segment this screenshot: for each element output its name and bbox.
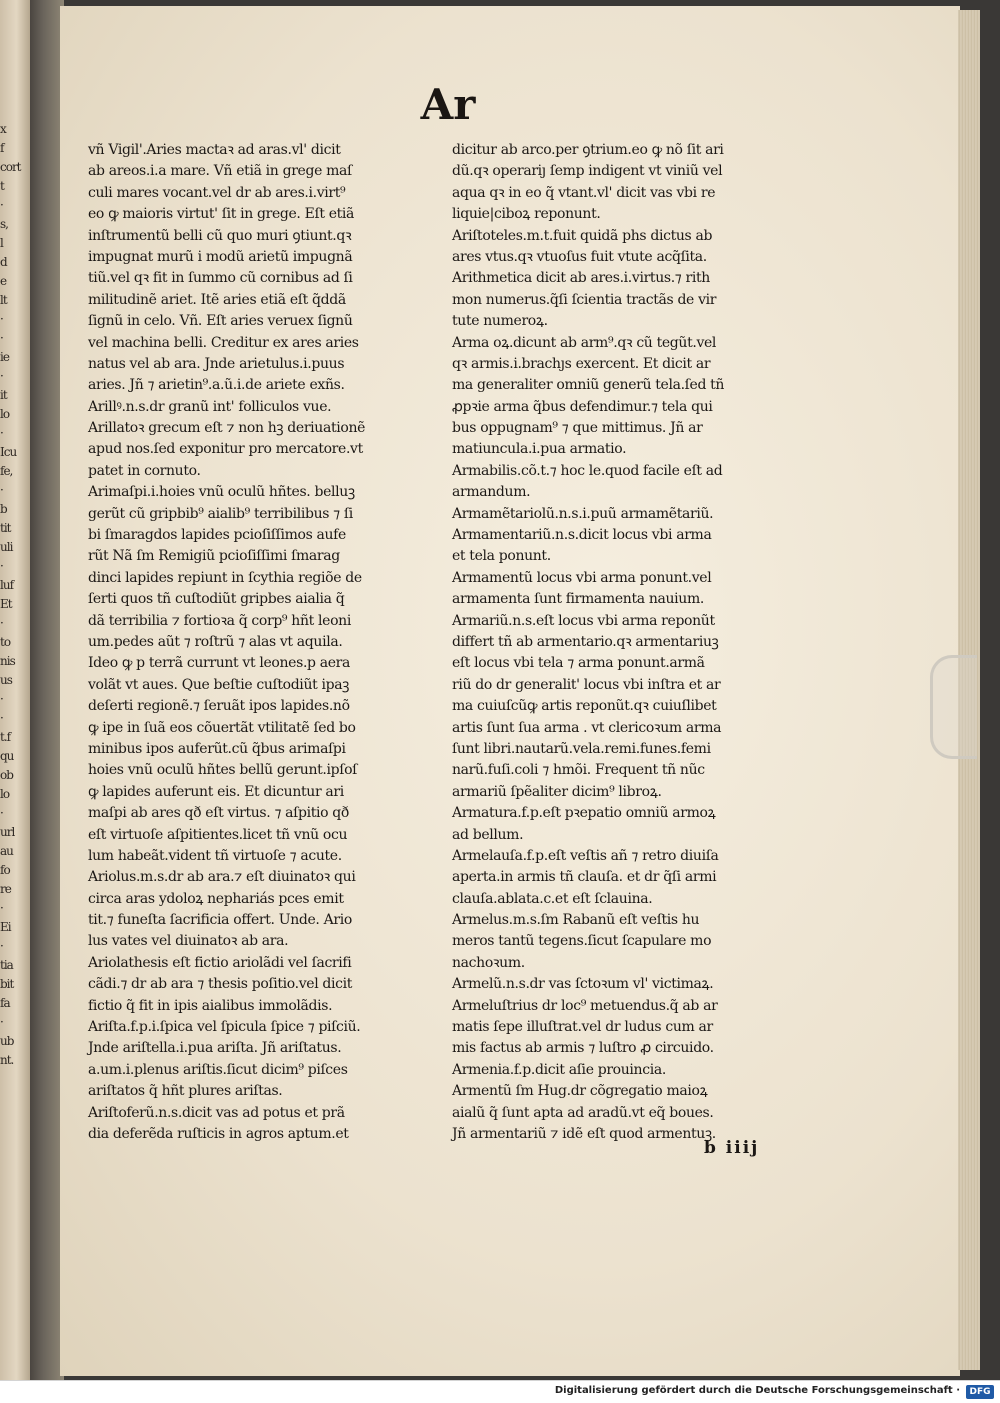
text-line: dicitur ab arco.per ꝯtrium.eo ꝙ nõ ſit ari — [452, 142, 724, 158]
funding-credit: Digitalisierung gefördert durch die Deutsche Forschungsgemeinschaft · — [554, 1385, 960, 1396]
text-line: ſerti quos tñ cuſtodiũt gripbes aialia q̃ — [88, 591, 345, 608]
text-line: artis ſunt ſua arma . vt clericoꝛum arma — [452, 719, 722, 736]
text-line: armariũ ſpẽaliter dicim⁹ libroꝝ. — [452, 783, 662, 800]
text-line: narũ.fuſi.coli ⁊ hmõi. Frequent tñ nũc — [452, 762, 705, 779]
text-line: armandum. — [452, 484, 531, 501]
text-line: volãt vt aues. Que beſtie cuſtodiũt ipaꝫ — [88, 676, 350, 693]
page-clip — [930, 655, 977, 759]
text-line: tit.⁊ funeſta ſacrificia offert. Unde. Ario — [88, 912, 352, 929]
text-line: cãdi.⁊ dr ab ara ⁊ thesis poſitio.vel dicit — [88, 976, 353, 993]
text-line: inſtrumentũ belli cũ quo muri ꝯtiunt.qꝛ — [88, 227, 352, 244]
text-line: patet in cornuto. — [88, 462, 201, 479]
text-line: ma generaliter omniũ generũ tela.ſed tñ — [452, 377, 725, 394]
text-line: meros tantũ tegens.ſicut ſcapulare mo — [452, 933, 712, 950]
text-line: eſt virtuoſe aſpitientes.licet tñ vnũ ocu — [88, 826, 348, 843]
text-line: Armabilis.cõ.t.⁊ hoc le.quod facile eſt ad — [452, 462, 723, 479]
text-line: Ariolathesis eſt fictio ariolãdi vel ſacrifi — [88, 954, 352, 971]
text-line: Jñ armentariũ ⁊ idẽ eſt quod armentuꝫ. — [452, 1125, 716, 1142]
text-line: um.pedes aũt ⁊ roſtrũ ⁊ alas vt aquila. — [88, 633, 343, 650]
text-line: dinci lapides repiunt in ſcythia regiõe de — [88, 569, 362, 586]
text-line: tute numeroꝝ. — [452, 313, 548, 330]
text-line: clauſa.ablata.c.et eſt ſclauina. — [452, 890, 653, 907]
text-line: Arillatoꝛ grecum eſt ⁊ non hꝫ deriuationẽ — [88, 420, 366, 437]
running-head: Ar — [420, 80, 476, 129]
right-text-column — [452, 140, 807, 1145]
text-line: ꝓpꝛie arma q̃bus defendimur.⁊ tela qui — [452, 398, 713, 415]
text-line: militudinẽ ariet. Itẽ aries etiã eſt q̃ddã — [88, 291, 346, 308]
text-line: dia deferẽda ruſticis in agros aptum.et — [88, 1125, 349, 1142]
text-line: differt tñ ab armentario.qꝛ armentariuꝫ — [452, 633, 719, 650]
text-line: Armamẽtariolũ.n.s.i.puũ armamẽtariũ. — [452, 505, 714, 522]
text-line: Arillꝰ.n.s.dr granũ int' folliculos vue. — [88, 398, 332, 415]
text-line: Armamentariũ.n.s.dicit locus vbi arma — [452, 527, 712, 544]
text-line: mon numerus.q̃ſi ſcientia tractãs de vir — [452, 291, 717, 308]
text-line: nachoꝛum. — [452, 954, 525, 971]
text-line: vel machina belli. Creditur ex ares aries — [88, 334, 359, 351]
facing-page-margin-text: x f cort t · s, l d e lt · · ie · it lo · Icu fe, · b tit uli · luf Et · to nis us · · t.f qu ob lo · url au fo re · Ei · tia bit fa · ub nt. — [0, 122, 21, 1067]
text-line: Armelauſa.f.p.eſt veſtis añ ⁊ retro diuiſa — [452, 847, 719, 864]
text-line: lum habeãt.vident tñ virtuoſe ⁊ acute. — [88, 847, 342, 864]
text-line: ariſtatos q̃ hñt plures ariſtas. — [88, 1083, 283, 1100]
text-line: lus vates vel diuinatoꝛ ab ara. — [88, 933, 289, 950]
book-gutter — [30, 0, 64, 1380]
text-line: Armelus.m.s.ſm Rabanũ eſt veſtis hu — [452, 912, 700, 929]
text-line: ab areos.i.a mare. Vñ etiã in grege maſ — [88, 163, 352, 180]
text-line: liquie|ciboꝝ reponunt. — [452, 206, 601, 223]
text-line: a.um.i.plenus ariſtis.ſicut dicim⁹ piſces — [88, 1061, 348, 1078]
text-line: Ideo ꝙ p terrã currunt vt leones.p aera — [88, 655, 351, 672]
text-line: Armariũ.n.s.eſt locus vbi arma reponũt — [452, 612, 715, 629]
text-line: Jnde ariſtella.i.pua ariſta. Jñ ariſtatus. — [88, 1040, 342, 1057]
dfg-logo: DFG — [966, 1385, 994, 1399]
text-line: Ariſtoferũ.n.s.dicit vas ad potus et prã — [88, 1104, 345, 1121]
text-line: culi mares vocant.vel dr ab ares.i.virt⁹ — [88, 184, 346, 201]
text-line: impugnat murũ i modũ arietũ impugnã — [88, 248, 353, 265]
text-line: aqua qꝛ in eo q̃ vtant.vl' dicit vas vbi re — [452, 184, 716, 201]
text-line: Ariſta.f.p.i.ſpica vel ſpicula ſpice ⁊ piſciũ. — [88, 1019, 361, 1036]
text-line: Armentũ ſm Hug.dr cõgregatio maioꝝ — [452, 1083, 708, 1100]
text-line: qꝛ armis.i.brachȷs exercent. Et dicit ar — [452, 355, 711, 372]
text-line: rũt Nã ſm Remigiũ pcioſiſſimi ſmarag — [88, 548, 340, 565]
text-line: natus vel ab ara. Jnde arietulus.i.puus — [88, 355, 345, 372]
text-line: fictio q̃ fit in ipis aialibus immolãdis. — [88, 997, 333, 1014]
text-line: ꝙ ipe in ſuã eos cõuertãt vtilitatẽ ſed bo — [88, 719, 356, 736]
text-line: Armatura.f.p.eſt pꝛepatio omniũ armoꝝ — [452, 805, 716, 822]
text-line: minibus ipos auferũt.cũ q̃bus arimaſpi — [88, 740, 346, 757]
text-line: et tela ponunt. — [452, 548, 551, 565]
text-line: ſignũ in celo. Vñ. Eſt aries veruex ſignũ — [88, 313, 353, 330]
text-line: riũ do dr generalit' locus vbi inſtra et ar — [452, 676, 721, 693]
text-line: mis factus ab armis ⁊ luſtro ꝓ circuido. — [452, 1040, 714, 1057]
text-line: ſunt libri.nautarũ.vela.remi.funes.femi — [452, 740, 711, 757]
text-line: dã terribilia ⁊ fortioꝛa q̃ corp⁹ hñt leoni — [88, 612, 351, 629]
left-text-column — [88, 140, 433, 1145]
text-line: bus oppugnam⁹ ⁊ que mittimus. Jñ ar — [452, 420, 703, 437]
text-line: aries. Jñ ⁊ arietin⁹.a.ũ.i.de ariete exñs. — [88, 377, 345, 394]
text-line: ꝙ lapides auferunt eis. Et dicuntur ari — [88, 783, 344, 800]
text-line: ad bellum. — [452, 826, 524, 843]
text-line: hoies vnũ oculũ hñtes bellũ gerunt.ipſoſ — [88, 762, 357, 779]
text-line: Armamentũ locus vbi arma ponunt.vel — [452, 569, 712, 586]
text-line: apud nos.ſed exponitur pro mercatore.vt — [88, 441, 363, 458]
text-line: Armeluſtrius dr loc⁹ metuendus.q̃ ab ar — [452, 997, 718, 1014]
text-line: bi ſmaragdos lapides pcioſiſſimos aufe — [88, 527, 346, 544]
text-line: matiuncula.i.pua armatio. — [452, 441, 627, 458]
text-line: aperta.in armis tñ clauſa. et dr q̃ſi armi — [452, 869, 717, 886]
text-line: eo ꝙ maioris virtut' ſit in grege. Eſt etiã — [88, 206, 355, 223]
text-line: tiũ.vel qꝛ fit in ſummo cũ cornibus ad ſi — [88, 270, 353, 287]
facing-page-edge — [0, 0, 30, 1380]
text-line: Ariſtoteles.m.t.fuit quidã phs dictus ab — [452, 227, 713, 244]
text-line: vñ Vigil'.Aries mactaꝛ ad aras.vl' dicit — [88, 142, 341, 158]
signature-mark: b iiij — [704, 1138, 760, 1158]
text-line: aialũ q̃ ſunt apta ad aradũ.vt eq̃ boues. — [452, 1104, 714, 1121]
text-line: Arithmetica dicit ab ares.i.virtus.⁊ rith — [452, 270, 710, 287]
text-line: ma cuiuſcũꝙ artis reponũt.qꝛ cuiuſlibet — [452, 698, 717, 715]
text-line: Ariolus.m.s.dr ab ara.⁊ eſt diuinatoꝛ qui — [88, 869, 356, 886]
text-line: maſpi ab ares qð eſt virtus. ⁊ aſpitio qð — [88, 805, 350, 822]
text-line: ares vtus.qꝛ vtuoſus fuit vtute acq̃ſita. — [452, 248, 707, 265]
text-line: deſerti regionẽ.⁊ ſeruãt ipos lapides.nõ — [88, 698, 350, 715]
text-line: Armelũ.n.s.dr vas ſctoꝛum vl' victimaꝝ. — [452, 976, 714, 993]
text-line: armamenta ſunt firmamenta nauium. — [452, 591, 704, 608]
text-line: circa aras ydoloꝝ nephariás pces emit — [88, 890, 344, 907]
text-line: matis ſepe illuſtrat.vel dr ludus cum ar — [452, 1019, 713, 1036]
text-line: Armenia.f.p.dicit aſie prouincia. — [452, 1061, 666, 1078]
text-line: eſt locus vbi tela ⁊ arma ponunt.armã — [452, 655, 705, 672]
text-line: Arma oꝝ.dicunt ab arm⁹.qꝛ cũ tegũt.vel — [452, 334, 717, 351]
text-line: Arimaſpi.i.hoies vnũ oculũ hñtes. belluꝫ — [88, 484, 355, 501]
text-line: gerũt cũ gripbib⁹ aialib⁹ terribilibus ⁊ ſi — [88, 505, 353, 522]
text-line: dũ.qꝛ operariȷ ſemp indigent vt viniũ vel — [452, 163, 723, 180]
footer-bar — [0, 1380, 1000, 1403]
